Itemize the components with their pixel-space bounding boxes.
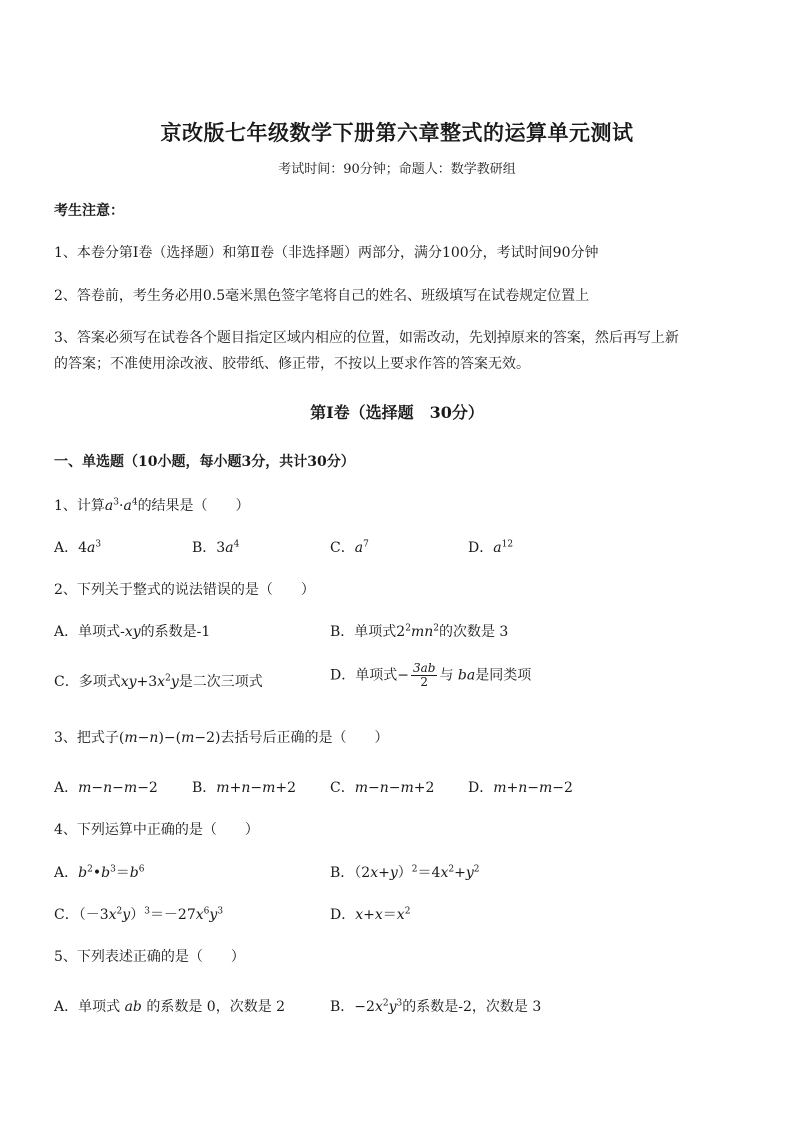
fraction-3ab-over-2: $\frac{3ab}{2}$ (412, 661, 436, 689)
q1-expression: $a^3\cdot a^4$ (104, 497, 138, 514)
q1-option-b[interactable]: B．$3a^4$ (192, 539, 240, 556)
q3-option-c[interactable]: C．m−n−m+2 (330, 780, 435, 796)
q1-option-a[interactable]: A．$4a^3$ (54, 539, 102, 556)
q2-option-a[interactable]: A．单项式-xy的系数是-1 (54, 624, 211, 640)
question-4-stem: 4、下列运算中正确的是（ ） (54, 822, 259, 838)
question-5-stem: 5、下列表述正确的是（ ） (54, 949, 245, 965)
notice-item-2: 2、答卷前，考生务必用0.5毫米黑色签字笔将自己的姓名、班级填写在试卷规定位置上 (54, 288, 590, 304)
q4-option-c[interactable]: C．$(-3x^2y)^3=-27x^6y^3$ (54, 906, 224, 923)
question-1-stem: 1、计算$a^3\cdot a^4$的结果是（ ） (54, 497, 250, 514)
q2-option-b[interactable]: B．单项式$2^2mn^2$的次数是 3 (330, 623, 509, 640)
q3-option-d[interactable]: D．m+n−m−2 (468, 780, 573, 796)
q4-option-d[interactable]: D．$x+x=x^2$ (330, 906, 411, 923)
question-3-stem: 3、把式子(m−n)−(m−2)去括号后正确的是（ ） (54, 730, 389, 746)
notice-item-3-line-1: 3、答案必须写在试卷各个题目指定区域内相应的位置，如需改动，先划掉原来的答案，然后再写上新 (54, 330, 679, 346)
q5-option-a[interactable]: A．单项式 ab 的系数是 0，次数是 2 (54, 999, 286, 1015)
q5-option-b[interactable]: B．$-2x^2y^3$的系数是-2，次数是 3 (330, 998, 542, 1015)
q1-option-c[interactable]: C．$a^7$ (330, 539, 369, 556)
q4-option-a[interactable]: A．$b^2•b^3=b^6$ (54, 864, 145, 881)
section-title: 第Ⅰ卷（选择题 30分） (310, 403, 484, 422)
notice-item-3-line-2: 的答案；不准使用涂改液、胶带纸、修正带，不按以上要求作答的答案无效。 (54, 356, 530, 372)
notice-heading: 考生注意： (54, 203, 124, 219)
q4-option-b[interactable]: B．$(2x+y)^2=4x^2+y^2$ (330, 864, 480, 881)
q3-option-a[interactable]: A．m−n−m−2 (54, 780, 158, 796)
q2-option-c[interactable]: C．多项式$xy+3x^2y$是二次三项式 (54, 673, 263, 690)
q1-option-d[interactable]: D．$a^{12}$ (468, 539, 514, 556)
q2-option-d[interactable]: D．单项式− $\frac{3ab}{2}$ 与 ba是同类项 (330, 661, 532, 689)
part-title: 一、单选题（10小题，每小题3分，共计30分） (54, 454, 355, 470)
notice-item-1: 1、本卷分第Ⅰ卷（选择题）和第Ⅱ卷（非选择题）两部分，满分100分，考试时间90分钟 (54, 245, 599, 261)
q3-option-b[interactable]: B．m+n−m+2 (192, 780, 296, 796)
page-subtitle: 考试时间：90分钟；命题人：数学教研组 (278, 162, 516, 177)
question-2-stem: 2、下列关于整式的说法错误的是（ ） (54, 582, 315, 598)
page-title: 京改版七年级数学下册第六章整式的运算单元测试 (160, 120, 634, 145)
